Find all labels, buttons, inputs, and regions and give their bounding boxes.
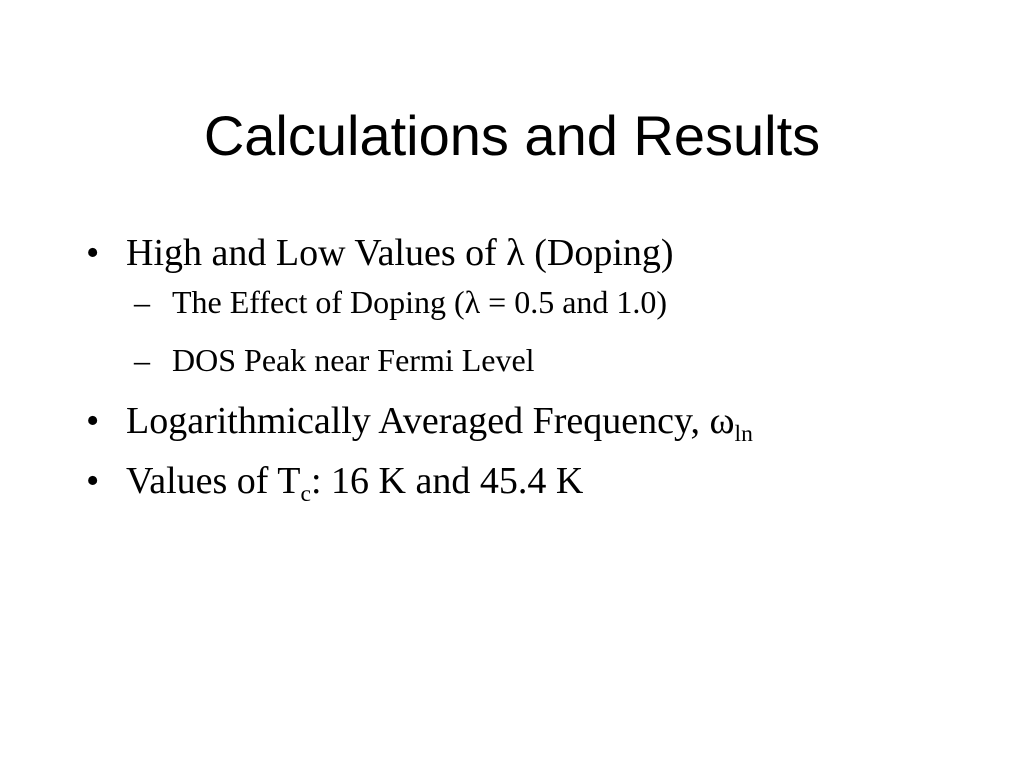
bullet-text-suffix: (Doping): [524, 232, 674, 274]
bullet-marker: •: [86, 400, 100, 442]
lambda-symbol: λ: [464, 284, 481, 320]
sub-item-text: DOS Peak near Fermi Level: [172, 342, 535, 378]
sub-item-prefix: The Effect of Doping (: [172, 284, 465, 320]
tc-subscript: c: [300, 481, 311, 508]
sub-bullet-list: [134, 282, 986, 380]
bullet-item-frequency: [86, 398, 986, 448]
bullet-text-suffix: : 16 K and 45.4 K: [310, 460, 584, 502]
bullet-marker: •: [86, 460, 100, 502]
dash-marker: –: [134, 284, 150, 320]
bullet-text-prefix: Values of T: [126, 460, 301, 502]
bullet-list: [86, 230, 986, 518]
omega-subscript: ln: [734, 421, 753, 448]
omega-symbol: ω: [709, 400, 735, 442]
bullet-marker: •: [86, 232, 100, 274]
sub-item-suffix: = 0.5 and 1.0): [480, 284, 668, 320]
sub-item-doping-effect: [134, 282, 986, 322]
bullet-item-doping: [86, 230, 986, 380]
lambda-symbol: λ: [506, 232, 525, 274]
bullet-item-tc-values: [86, 458, 986, 508]
bullet-text-prefix: High and Low Values of: [126, 232, 507, 274]
slide-title: Calculations and Results: [203, 104, 821, 167]
sub-item-dos-peak: [134, 340, 986, 380]
dash-marker: –: [134, 342, 150, 378]
bullet-text-prefix: Logarithmically Averaged Frequency,: [126, 400, 710, 442]
